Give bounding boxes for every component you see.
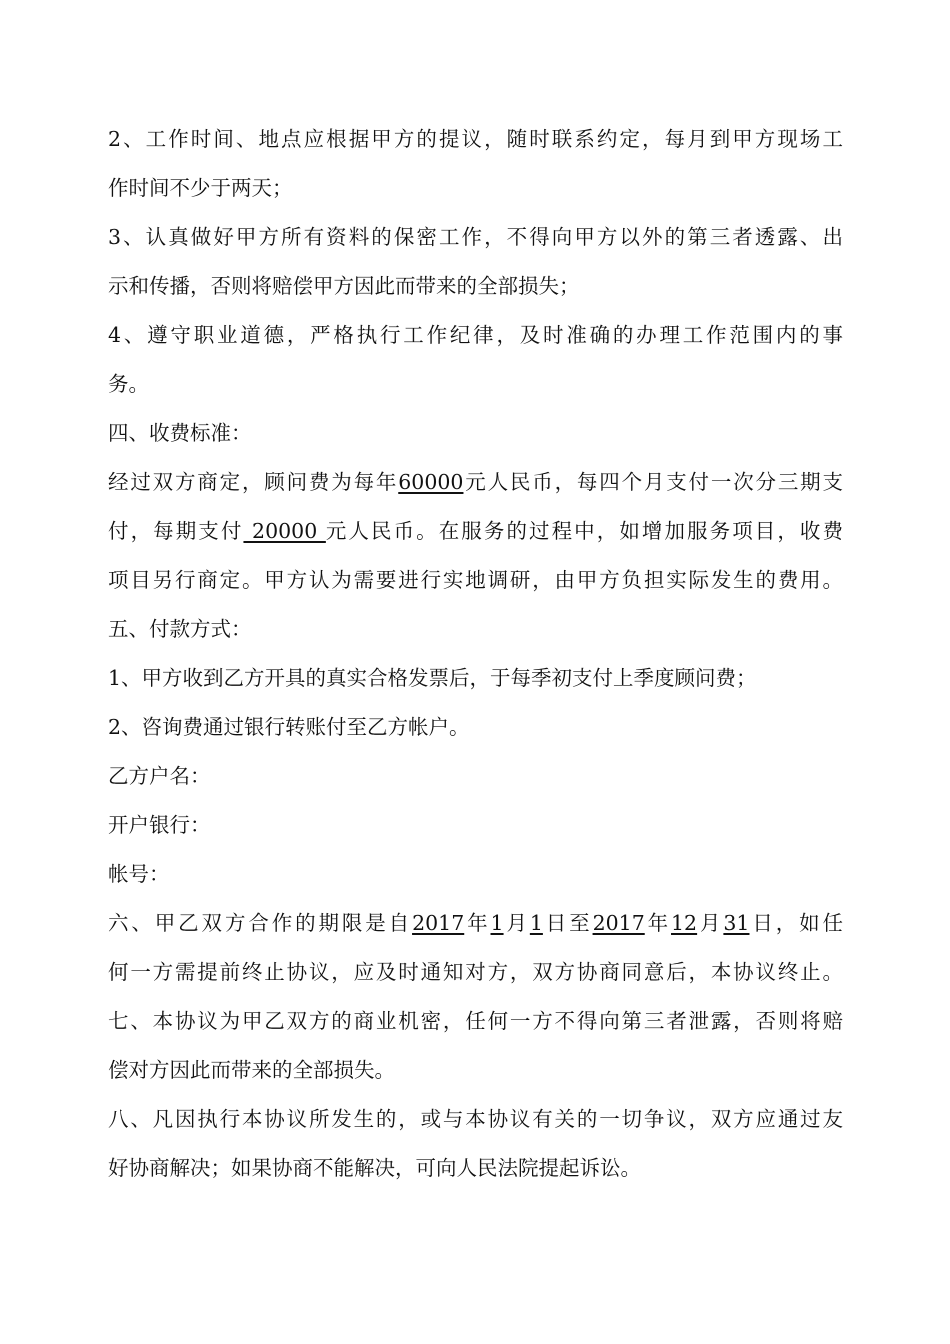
section6-line1 — [108, 899, 843, 948]
sec6-year-label-2: 年 — [644, 911, 672, 935]
end-day: 31 — [723, 911, 750, 935]
start-day: 1 — [529, 911, 543, 935]
sec6-year-label: 年 — [464, 911, 491, 935]
fee-line1-post: 元人民币，每四个月支付一次分三期支 — [463, 470, 844, 494]
section8-line2: 好协商解决；如果协商不能解决，可向人民法院提起诉讼。 — [108, 1156, 641, 1180]
section7-line2: 偿对方因此而带来的全部损失。 — [108, 1058, 395, 1082]
sec6-tail: 日，如任 — [749, 911, 844, 935]
item3-line1: 3、认真做好甲方所有资料的保密工作，不得向甲方以外的第三者透露、出 — [108, 225, 843, 249]
item4-line2: 务。 — [108, 372, 149, 396]
section4-title: 四、收费标准： — [108, 421, 252, 445]
document-body — [108, 115, 843, 1193]
sec6-pre: 六、甲乙双方合作的期限是自 — [108, 911, 413, 935]
payment-item1: 1、甲方收到乙方开具的真实合格发票后，于每季初支付上季度顾问费； — [108, 666, 757, 690]
account-bank-label: 开户银行： — [108, 813, 211, 837]
fee-line1-pre: 经过双方商定，顾问费为每年 — [108, 470, 399, 494]
account-number-label: 帐号： — [108, 862, 170, 886]
item2-line2: 作时间不少于两天； — [108, 176, 293, 200]
section7-line1: 七、本协议为甲乙双方的商业机密，任何一方不得向第三者泄露，否则将赔 — [108, 1009, 843, 1033]
item4-line1: 4、遵守职业道德，严格执行工作纪律，及时准确的办理工作范围内的事 — [108, 323, 843, 347]
fee-line2-pre: 付，每期支付 — [108, 519, 244, 543]
account-name-label: 乙方户名： — [108, 764, 211, 788]
fee-line2 — [108, 507, 843, 556]
fee-line2-post: 元人民币。在服务的过程中，如增加服务项目，收费 — [325, 519, 844, 543]
section6-line2: 何一方需提前终止协议，应及时通知对方，双方协商同意后，本协议终止。 — [108, 960, 843, 984]
end-month: 12 — [671, 911, 698, 935]
item3-line2: 示和传播，否则将赔偿甲方因此而带来的全部损失； — [108, 274, 580, 298]
payment-item2: 2、咨询费通过银行转账付至乙方帐户。 — [108, 715, 470, 739]
section5-title: 五、付款方式： — [108, 617, 252, 641]
fee-line3: 项目另行商定。甲方认为需要进行实地调研，由甲方负担实际发生的费用。 — [108, 568, 843, 592]
item2-line1: 2、工作时间、地点应根据甲方的提议，随时联系约定，每月到甲方现场工 — [108, 127, 843, 151]
section8-line1: 八、凡因执行本协议所发生的，或与本协议有关的一切争议，双方应通过友 — [108, 1107, 843, 1131]
sec6-day-to-label: 日至 — [542, 911, 593, 935]
period-fee-amount: 20000 — [243, 519, 326, 543]
fee-line1 — [108, 458, 843, 507]
end-year: 2017 — [592, 911, 645, 935]
start-year: 2017 — [412, 911, 465, 935]
sec6-month-label: 月 — [503, 911, 530, 935]
start-month: 1 — [490, 911, 504, 935]
annual-fee-amount: 60000 — [398, 470, 464, 494]
sec6-month-label-2: 月 — [697, 911, 724, 935]
